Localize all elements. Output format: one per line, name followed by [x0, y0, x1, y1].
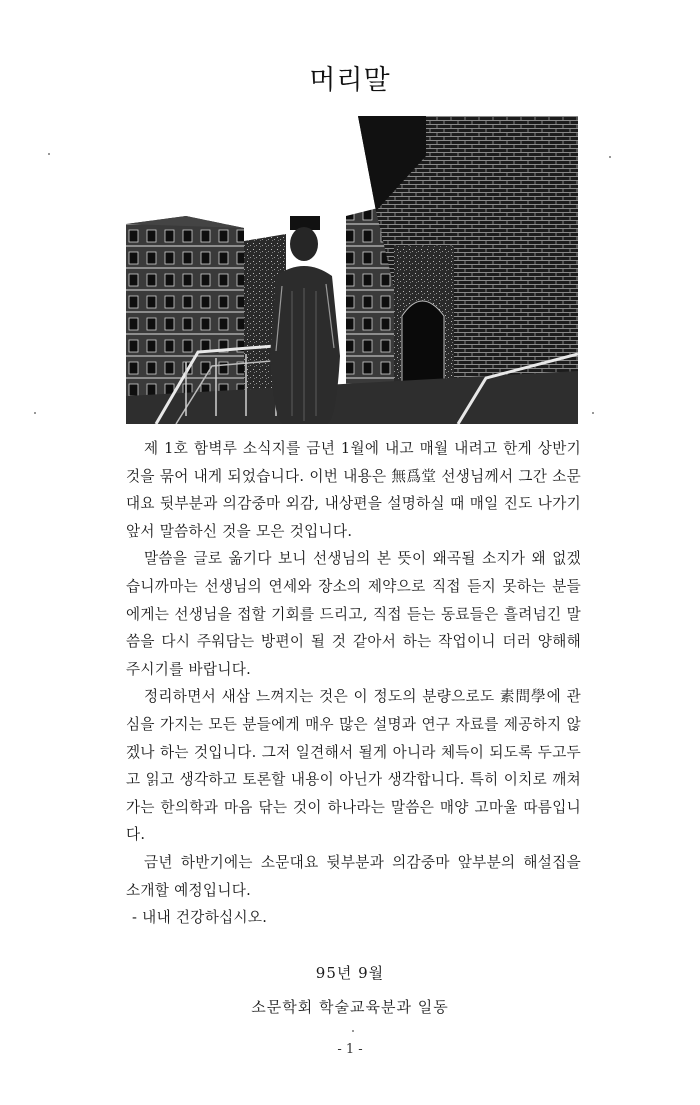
scan-speck [34, 412, 36, 414]
paragraph-4: 금년 하반기에는 소문대요 뒷부분과 의감중마 앞부분의 해설집을 소개할 예정입니다. [126, 853, 581, 899]
signature-line: 소문학회 학술교육분과 일동 [251, 998, 449, 1016]
scan-speck [592, 412, 594, 414]
paragraph-3: 정리하면서 새삼 느껴지는 것은 이 정도의 분량으로도 素問學에 관심을 가지는 모든 분들에게 매우 많은 설명과 연구 자료를 제공하지 않겠나 하는 것입니다. 그저 일견해서 될게 아니라 체득이 되도록 두고두고 읽고 생각하고 토론할 내용이 아닌가 생각합니다. 특히 이치로 깨쳐가는 한의학과 마음 닦는 것이 하나라는 말씀은 매양 고마울 따름입니다. [126, 688, 581, 844]
scan-speck [352, 1030, 354, 1032]
page-title: 머리말 [309, 65, 391, 96]
paragraph-1: 제 1호 함벽루 소식지를 금년 1월에 내고 매월 내려고 한게 상반기 것을 묶어 내게 되었습니다. 이번 내용은 無爲堂 선생님께서 그간 소문대요 뒷부분과 의감중마 외감, 내상편을 설명하실 때 매일 진도 나가기 앞서 말씀하신 것을 모은 것입니다. [126, 440, 581, 540]
paragraph-2: 말씀을 글로 옮기다 보니 선생님의 본 뜻이 왜곡될 소지가 왜 없겠습니까마는 선생님의 연세와 장소의 제약으로 직접 듣지 못하는 분들에게는 선생님을 접할 기회를 드리고, 직접 듣는 동료들은 흘려넘긴 말씀을 다시 주워담는 방편이 될 것 같아서 하는 작업이니 더러 양해해 주시기를 바랍니다. [126, 550, 581, 678]
scan-speck [609, 156, 611, 158]
date-line: 95년 9월 [315, 964, 385, 982]
page-number: - 1 - [337, 1042, 363, 1057]
header-photo [126, 116, 578, 424]
body-text [126, 435, 581, 932]
closing-line: - 내내 건강하십시오. [132, 909, 268, 927]
scan-speck [48, 153, 50, 155]
